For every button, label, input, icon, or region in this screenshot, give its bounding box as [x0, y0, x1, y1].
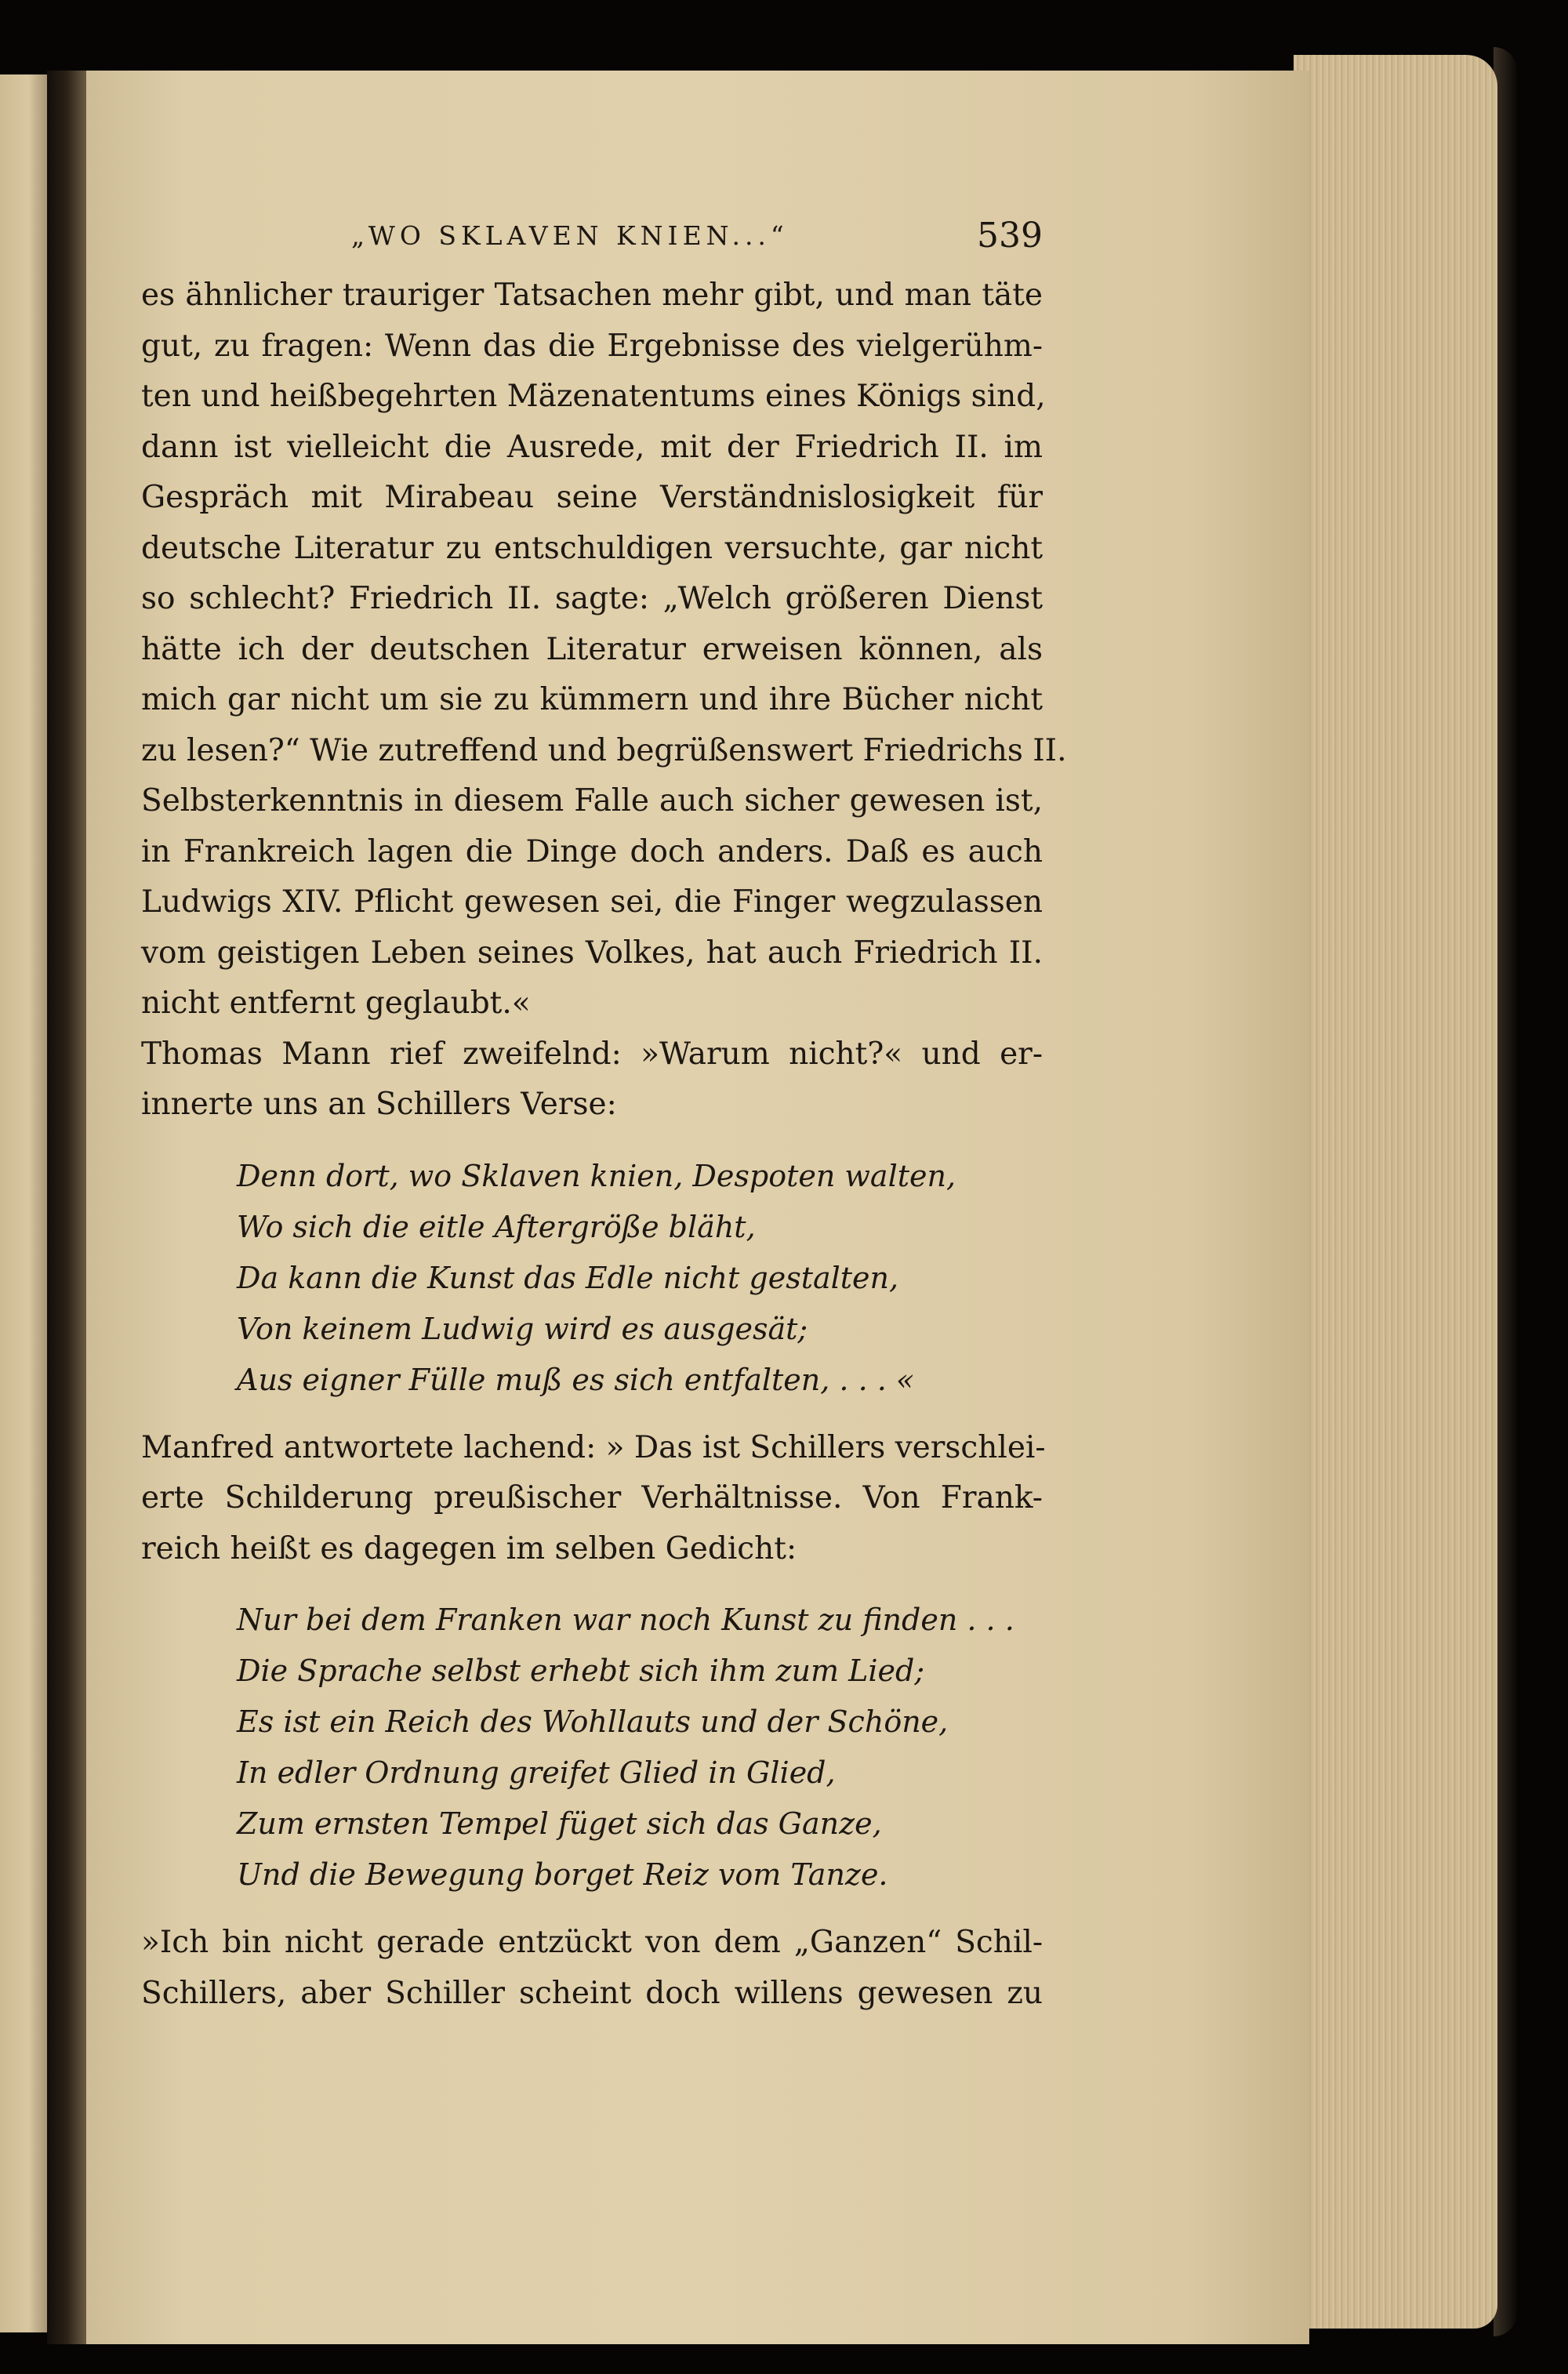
text-line: nicht entfernt geglaubt.«	[141, 986, 531, 1021]
verse-line: Nur bei dem Franken war noch Kunst zu finden . . .	[237, 1603, 1014, 1637]
text-line: erte Schilderung preußischer Verhältnisse. Von Frank-	[141, 1480, 1043, 1516]
paragraph-4	[141, 1918, 1043, 2019]
verse-line: Denn dort, wo Sklaven knien, Despoten walten,	[237, 1158, 956, 1193]
text-line: Gespräch mit Mirabeau seine Verständnislosigkeit für	[141, 480, 1043, 515]
verse-line: Und die Bewegung borget Reiz vom Tanze.	[237, 1857, 888, 1892]
text-line: hätte ich der deutschen Literatur erweisen können, als	[141, 631, 1043, 667]
text-line: Schillers, aber Schiller scheint doch willens gewesen zu	[141, 1975, 1043, 2011]
text-line: ten und heißbegehrten Mäzenatentums eines Königs sind,	[141, 379, 1046, 414]
verse-quote-1	[141, 1151, 1043, 1406]
page-stack-edge	[1294, 55, 1497, 2329]
verse-line: Zum ernsten Tempel füget sich das Ganze,	[237, 1806, 882, 1841]
text-line: Thomas Mann rief zweifelnd: »Warum nicht?« und er-	[141, 1036, 1043, 1072]
verse-line: Da kann die Kunst das Edle nicht gestalten,	[237, 1260, 899, 1295]
text-line: zu lesen?“ Wie zutreffend und begrüßenswert Friedrichs II.	[141, 732, 1067, 768]
page-body	[141, 270, 1067, 2019]
text-line: es ähnlicher trauriger Tatsachen mehr gibt, und man täte	[141, 278, 1043, 313]
verse-line: In edler Ordnung greifet Glied in Glied,	[237, 1755, 836, 1790]
page-number: 539	[977, 216, 1043, 256]
text-line: Selbsterkenntnis in diesem Falle auch sicher gewesen ist,	[141, 783, 1043, 819]
text-line: so schlecht? Friedrich II. sagte: „Welch größeren Dienst	[141, 581, 1043, 616]
text-line: Manfred antwortete lachend: » Das ist Schillers verschlei-	[141, 1429, 1046, 1465]
paragraph-3	[141, 1423, 1046, 1575]
verse-line: Aus eigner Fülle muß es sich entfalten, . . . «	[237, 1362, 915, 1397]
verse-line: Es ist ein Reich des Wohllauts und der Schöne,	[237, 1704, 949, 1739]
verse-line: Von keinem Ludwig wird es ausgesät;	[237, 1311, 808, 1346]
paragraph-2	[141, 1029, 1043, 1131]
verse-line: Die Sprache selbst erhebt sich ihm zum Lied;	[237, 1653, 925, 1688]
text-line: reich heißt es dagegen im selben Gedicht:	[141, 1530, 797, 1566]
running-title: „WO SKLAVEN KNIEN...“	[351, 220, 789, 251]
text-line: deutsche Literatur zu entschuldigen versuchte, gar nicht	[141, 530, 1043, 566]
text-line: mich gar nicht um sie zu kümmern und ihre Bücher nicht	[141, 682, 1043, 717]
book-gutter	[47, 71, 86, 2344]
text-line: vom geistigen Leben seines Volkes, hat auch Friedrich II.	[141, 935, 1043, 971]
left-page-edge	[0, 74, 47, 2332]
running-head	[141, 216, 1043, 263]
text-line: dann ist vielleicht die Ausrede, mit der Friedrich II. im	[141, 429, 1043, 465]
text-line: in Frankreich lagen die Dinge doch anders. Daß es auch	[141, 833, 1043, 869]
verse-quote-2	[141, 1595, 1043, 1900]
text-line: »Ich bin nicht gerade entzückt von dem „Ganzen“ Schil-	[141, 1925, 1043, 1960]
verse-line: Wo sich die eitle Aftergröße bläht,	[237, 1209, 756, 1244]
text-line: Ludwigs XIV. Pflicht gewesen sei, die Finger wegzulassen	[141, 884, 1043, 920]
text-line: gut, zu fragen: Wenn das die Ergebnisse des vielgerühm-	[141, 328, 1043, 364]
text-line: innerte uns an Schillers Verse:	[141, 1087, 617, 1122]
paragraph-1	[141, 270, 1067, 1029]
